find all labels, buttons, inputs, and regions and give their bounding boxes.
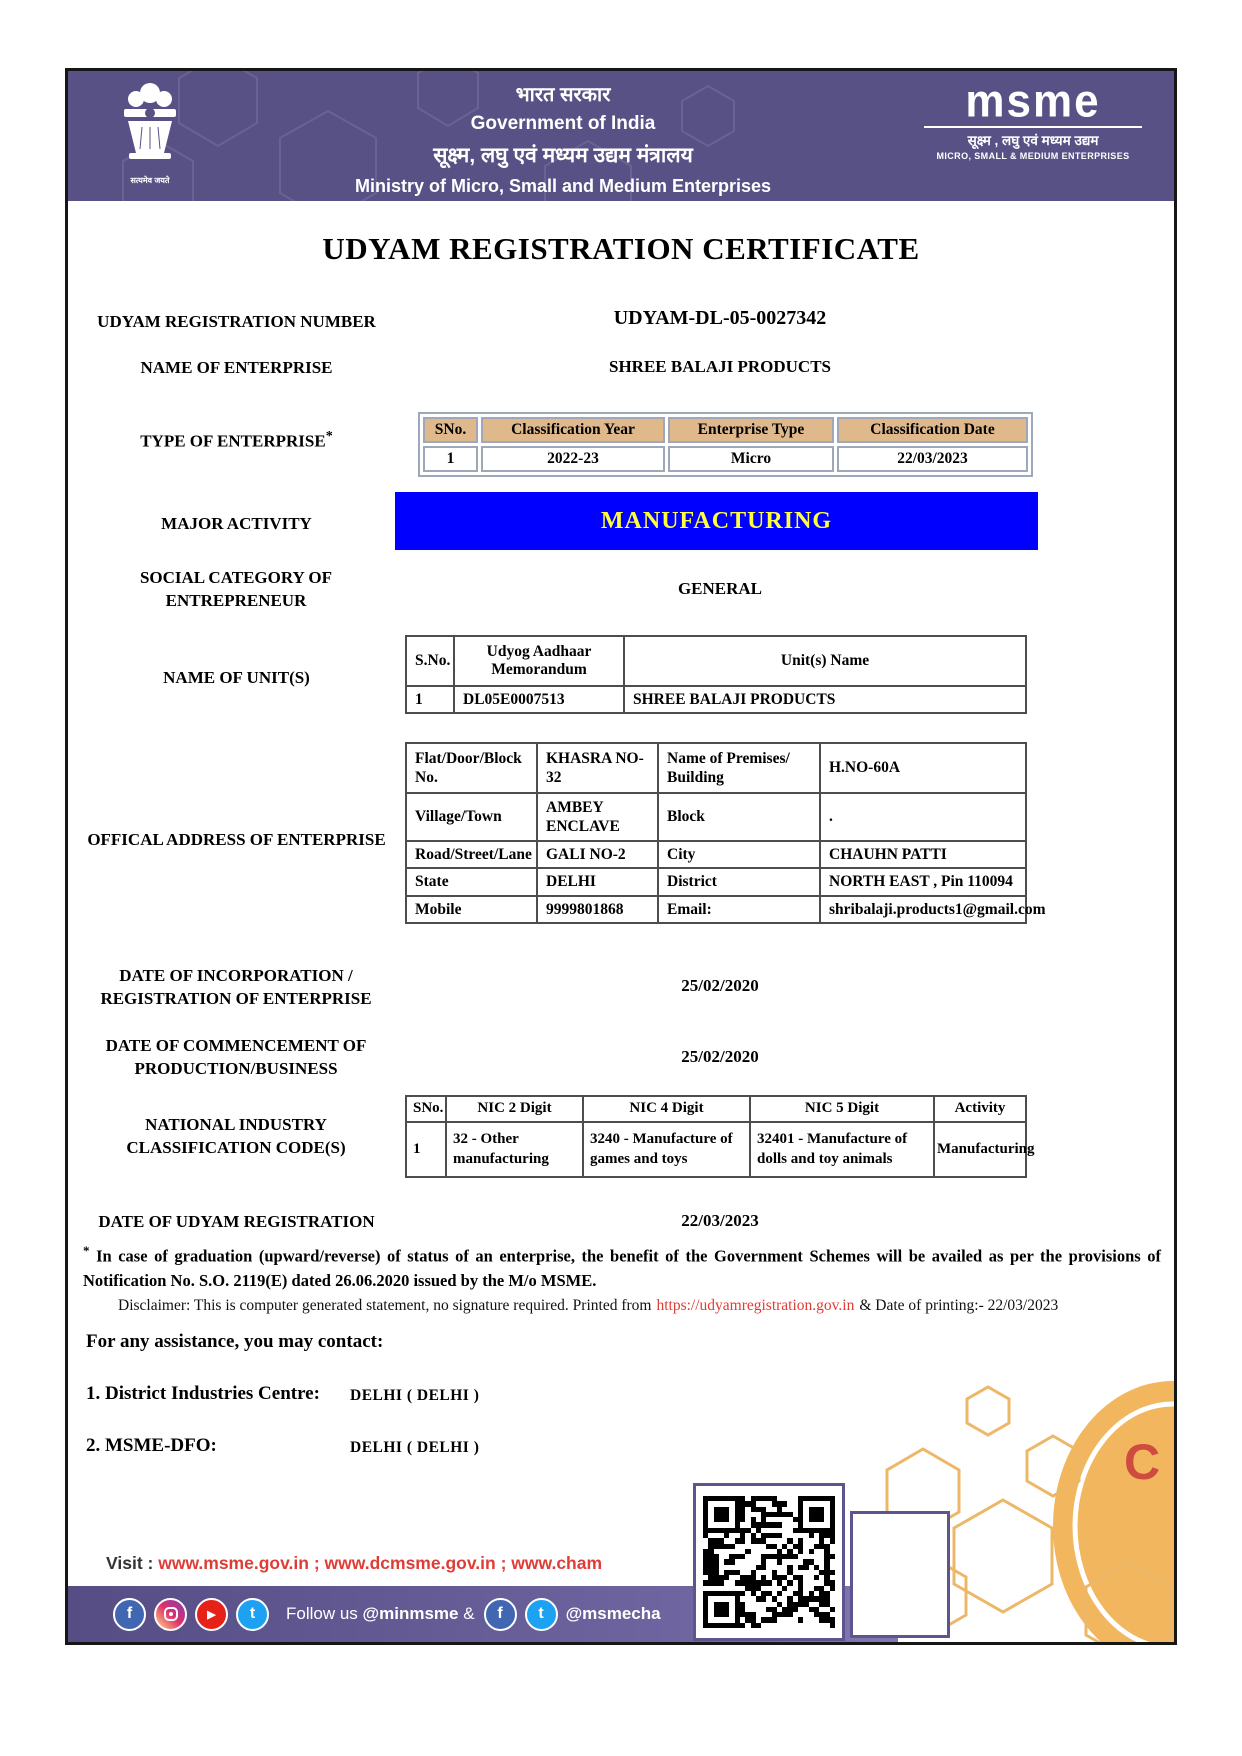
udyam-registration-link[interactable]: https://udyamregistration.gov.in bbox=[656, 1297, 855, 1314]
graduation-footnote bbox=[83, 1241, 1161, 1294]
decor-white-box bbox=[850, 1511, 950, 1638]
addr-value: 9999801868 bbox=[537, 896, 658, 923]
dcmsme-gov-link[interactable]: www.dcmsme.gov.in bbox=[324, 1553, 496, 1573]
units-table bbox=[405, 635, 1027, 714]
col-header-sno: SNo. bbox=[423, 417, 478, 443]
ministry-hindi: सूक्ष्म, लघु एवं मध्यम उद्यम मंत्रालय bbox=[433, 144, 693, 167]
incorporation-date-value: 25/02/2020 bbox=[681, 976, 759, 995]
col-header-nic2: NIC 2 Digit bbox=[446, 1096, 583, 1122]
disclaimer-suffix: & Date of printing:- 22/03/2023 bbox=[859, 1297, 1059, 1314]
address-row bbox=[406, 841, 1026, 868]
col-header-nic4: NIC 4 Digit bbox=[583, 1096, 750, 1122]
header-titles bbox=[318, 80, 808, 197]
cell-sno: 1 bbox=[423, 446, 478, 472]
follow-us-text: Follow us bbox=[286, 1604, 358, 1623]
udyam-registration-date-label: DATE OF UDYAM REGISTRATION bbox=[98, 1212, 375, 1231]
ashoka-emblem-icon bbox=[114, 77, 186, 169]
contact-msme-dfo-label: 2. MSME-DFO: bbox=[86, 1435, 217, 1456]
addr-label: Flat/Door/Block No. bbox=[406, 743, 537, 793]
cell-classification-date: 22/03/2023 bbox=[837, 446, 1028, 472]
cell-unit-name: SHREE BALAJI PRODUCTS bbox=[624, 686, 1026, 713]
instagram-glyph bbox=[164, 1607, 178, 1621]
nic-label: NATIONAL INDUSTRY CLASSIFICATION CODE(S) bbox=[126, 1115, 346, 1157]
addr-value: H.NO-60A bbox=[820, 743, 1026, 793]
addr-value: NORTH EAST , Pin 110094 bbox=[820, 868, 1026, 895]
facebook-icon[interactable]: f bbox=[113, 1598, 146, 1631]
addr-value: . bbox=[820, 793, 1026, 841]
nic-data-row bbox=[406, 1122, 1026, 1177]
cell-nic2: 32 - Other manufacturing bbox=[446, 1122, 583, 1177]
col-header-classification-year: Classification Year bbox=[481, 417, 665, 443]
facebook-icon[interactable]: f bbox=[484, 1598, 517, 1631]
col-header-sno: S.No. bbox=[406, 636, 454, 686]
disclaimer-prefix: Disclaimer: This is computer generated statement, no signature required. Printed from bbox=[118, 1297, 652, 1314]
addr-label: Mobile bbox=[406, 896, 537, 923]
urn-label: UDYAM REGISTRATION NUMBER bbox=[97, 312, 376, 331]
addr-value: GALI NO-2 bbox=[537, 841, 658, 868]
instagram-icon[interactable] bbox=[154, 1598, 187, 1631]
col-header-udyog-aadhaar: Udyog Aadhaar Memorandum bbox=[454, 636, 624, 686]
emblem-motto: सत्यमेव जयते bbox=[130, 176, 170, 185]
emblem-of-india bbox=[110, 77, 190, 186]
type-asterisk: * bbox=[325, 428, 333, 444]
qr-code bbox=[703, 1496, 835, 1628]
government-english: Government of India bbox=[470, 113, 656, 134]
footnote-asterisk: * bbox=[83, 1243, 90, 1258]
twitter-icon[interactable]: t bbox=[236, 1598, 269, 1631]
units-header-row bbox=[406, 636, 1026, 686]
col-header-sno: SNo. bbox=[406, 1096, 446, 1122]
addr-label: District bbox=[658, 868, 820, 895]
units-label: NAME OF UNIT(S) bbox=[163, 668, 310, 687]
enterprise-name-label: NAME OF ENTERPRISE bbox=[140, 358, 333, 377]
contact-msme-dfo-value: DELHI ( DELHI ) bbox=[350, 1439, 480, 1456]
contact-dic-value: DELHI ( DELHI ) bbox=[350, 1387, 480, 1404]
msme-logo bbox=[924, 75, 1142, 161]
addr-label: Email: bbox=[658, 896, 820, 923]
msme-gov-link[interactable]: www.msme.gov.in bbox=[158, 1553, 309, 1573]
cell-sno: 1 bbox=[406, 686, 454, 713]
champions-c-glyph: C bbox=[1124, 1434, 1161, 1490]
minmsme-handle: @minmsme bbox=[362, 1604, 459, 1623]
qr-code-box bbox=[693, 1483, 845, 1641]
cell-udyog-aadhaar: DL05E0007513 bbox=[454, 686, 624, 713]
address-row bbox=[406, 868, 1026, 895]
header-banner bbox=[68, 71, 1174, 201]
classification-header-row bbox=[423, 417, 1028, 443]
address-table bbox=[405, 742, 1046, 924]
cell-sno: 1 bbox=[406, 1122, 446, 1177]
col-header-nic5: NIC 5 Digit bbox=[750, 1096, 934, 1122]
nic-header-row bbox=[406, 1096, 1026, 1122]
address-row bbox=[406, 896, 1026, 923]
official-address-label: OFFICAL ADDRESS OF ENTERPRISE bbox=[87, 830, 386, 849]
link-separator: ; bbox=[313, 1553, 320, 1573]
msmechampions-handle: @msmecha bbox=[565, 1604, 661, 1623]
certificate-border bbox=[65, 68, 1177, 1645]
msme-logo-hindi: सूक्ष्म , लघु एवं मध्यम उद्यम bbox=[924, 126, 1142, 149]
ministry-english: Ministry of Micro, Small and Medium Enterprises bbox=[354, 176, 772, 196]
addr-label: City bbox=[658, 841, 820, 868]
cell-nic5: 32401 - Manufacture of dolls and toy animals bbox=[750, 1122, 934, 1177]
visit-label: Visit : bbox=[106, 1553, 154, 1573]
youtube-icon[interactable]: ▶ bbox=[195, 1598, 228, 1631]
msme-logo-text: msme bbox=[965, 75, 1101, 128]
contact-dic-label: 1. District Industries Centre: bbox=[86, 1383, 320, 1404]
enterprise-name-value: SHREE BALAJI PRODUCTS bbox=[609, 357, 831, 376]
commencement-date-label: DATE OF COMMENCEMENT OF PRODUCTION/BUSINESS bbox=[105, 1036, 367, 1078]
cell-nic4: 3240 - Manufacture of games and toys bbox=[583, 1122, 750, 1177]
addr-value: KHASRA NO-32 bbox=[537, 743, 658, 793]
address-row bbox=[406, 793, 1026, 841]
addr-label: Block bbox=[658, 793, 820, 841]
classification-table bbox=[418, 412, 1033, 477]
visit-links-line bbox=[106, 1553, 602, 1574]
incorporation-date-label: DATE OF INCORPORATION / REGISTRATION OF ENTERPRISE bbox=[100, 966, 372, 1008]
msme-logo-english: MICRO, SMALL & MEDIUM ENTERPRISES bbox=[936, 150, 1130, 161]
addr-value: DELHI bbox=[537, 868, 658, 895]
addr-value: CHAUHN PATTI bbox=[820, 841, 1026, 868]
addr-label: Name of Premises/ Building bbox=[658, 743, 820, 793]
cell-activity: Manufacturing bbox=[934, 1122, 1026, 1177]
disclaimer-line bbox=[118, 1297, 1058, 1315]
udyam-registration-date-value: 22/03/2023 bbox=[681, 1211, 759, 1230]
footnote-text: In case of graduation (upward/reverse) of status of an enterprise, the benefit of the Government Schemes will be availed as per the provisions of Notification No. S.O. 2119(E) dated 26.06.2020 issued by the M/o MSME. bbox=[83, 1246, 1162, 1291]
col-header-classification-date: Classification Date bbox=[837, 417, 1028, 443]
nic-table bbox=[405, 1095, 1035, 1178]
col-header-unit-name: Unit(s) Name bbox=[624, 636, 1026, 686]
cell-classification-year: 2022-23 bbox=[481, 446, 665, 472]
government-hindi: भारत सरकार bbox=[515, 84, 611, 106]
social-category-value: GENERAL bbox=[677, 579, 763, 598]
units-data-row bbox=[406, 686, 1026, 713]
addr-value: AMBEY ENCLAVE bbox=[537, 793, 658, 841]
type-of-enterprise-text: TYPE OF ENTERPRISE bbox=[140, 431, 326, 451]
commencement-date-value: 25/02/2020 bbox=[681, 1047, 759, 1066]
addr-label: State bbox=[406, 868, 537, 895]
addr-label: Road/Street/Lane bbox=[406, 841, 537, 868]
assistance-heading: For any assistance, you may contact: bbox=[86, 1331, 384, 1352]
type-of-enterprise-label bbox=[68, 427, 405, 454]
addr-label: Village/Town bbox=[406, 793, 537, 841]
cell-enterprise-type: Micro bbox=[668, 446, 834, 472]
ampersand: & bbox=[463, 1604, 475, 1623]
col-header-activity: Activity bbox=[934, 1096, 1026, 1122]
addr-value: shribalaji.products1@gmail.com bbox=[820, 896, 1026, 923]
major-activity-banner bbox=[395, 492, 1038, 550]
major-activity-value: MANUFACTURING bbox=[600, 507, 833, 534]
twitter-icon[interactable]: t bbox=[525, 1598, 558, 1631]
col-header-enterprise-type: Enterprise Type bbox=[668, 417, 834, 443]
champions-link[interactable]: www.cham bbox=[511, 1553, 603, 1573]
major-activity-label: MAJOR ACTIVITY bbox=[161, 514, 312, 533]
classification-data-row bbox=[423, 446, 1028, 472]
address-row bbox=[406, 743, 1026, 793]
certificate-title: UDYAM REGISTRATION CERTIFICATE bbox=[322, 231, 920, 266]
social-category-label: SOCIAL CATEGORY OF ENTREPRENEUR bbox=[139, 568, 333, 610]
urn-value: UDYAM-DL-05-0027342 bbox=[613, 307, 827, 329]
link-separator: ; bbox=[500, 1553, 507, 1573]
